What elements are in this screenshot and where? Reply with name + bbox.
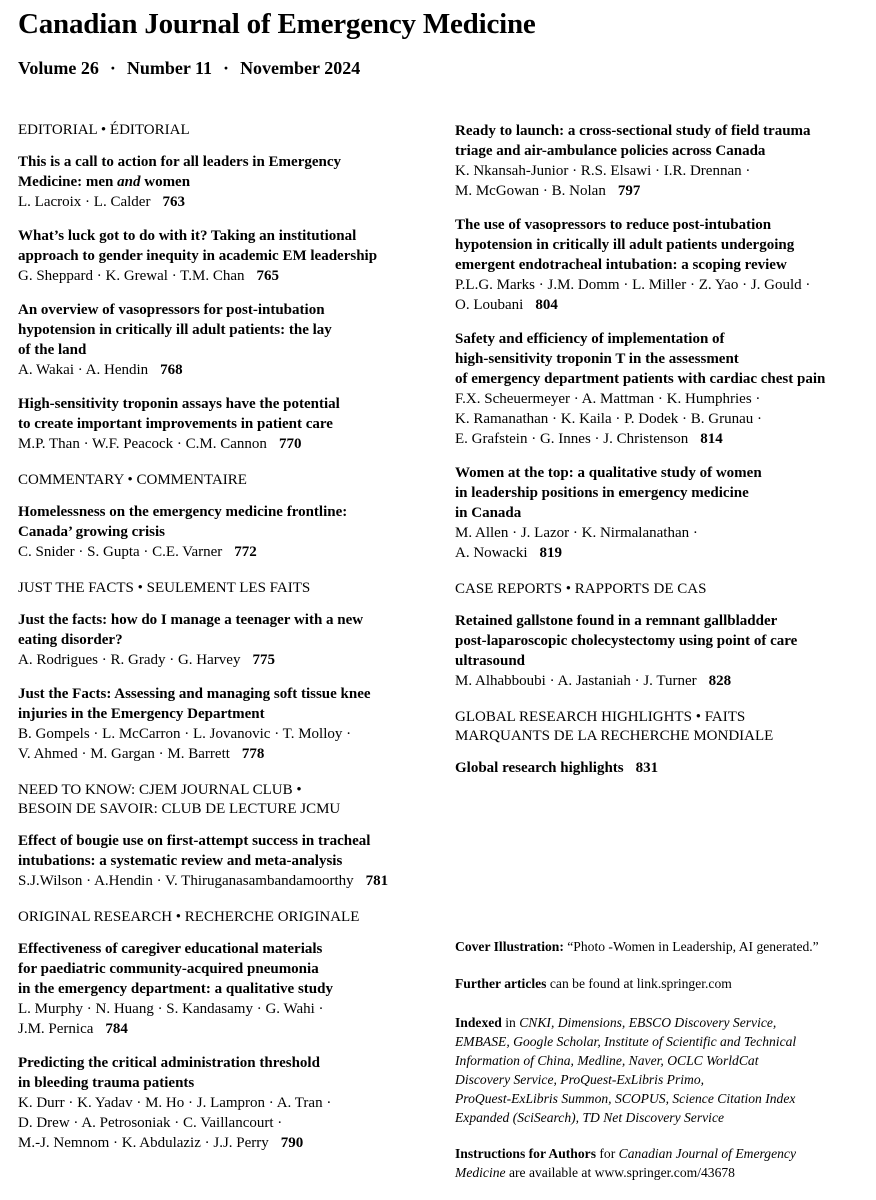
section-heading-line: BESOIN DE SAVOIR: CLUB DE LECTURE JCMU	[18, 801, 341, 817]
article-entry[interactable]	[18, 1053, 438, 1153]
section-heading-line: MARQUANTS DE LA RECHERCHE MONDIALE	[455, 728, 774, 744]
article-title-line: in Canada	[455, 505, 522, 521]
article-title[interactable]	[18, 502, 438, 542]
author-line: A. Rodrigues · R. Grady · G. Harvey	[18, 652, 241, 668]
article-title-line: Retained gallstone found in a remnant gallbladder	[455, 613, 778, 629]
page-number: 770	[278, 436, 302, 452]
author-line: M. Alhabboubi · A. Jastaniah · J. Turner	[455, 673, 697, 689]
indexed-service-line: CNKI, Dimensions, EBSCO Discovery Service,	[519, 1015, 777, 1030]
article-title-line: of the land	[18, 342, 87, 358]
article-title-line: Effect of bougie use on first-attempt success in tracheal	[18, 833, 371, 849]
page-number: 797	[617, 183, 641, 199]
article-title-line: Canada’ growing crisis	[18, 524, 165, 540]
article-title-line: Safety and efficiency of implementation of	[455, 331, 725, 347]
article-title-line: Just the Facts: Assessing and managing soft tissue knee	[18, 686, 371, 702]
author-line: P.L.G. Marks · J.M. Domm · L. Miller · Z. Yao · J. Gould ·	[455, 277, 811, 293]
article-title-line: Predicting the critical administration threshold	[18, 1055, 320, 1071]
author-line: K. Nkansah-Junior · R.S. Elsawi · I.R. Drennan ·	[455, 163, 751, 179]
continued-articles	[455, 121, 870, 563]
article-title-line: emergent endotracheal intubation: a scoping review	[455, 257, 787, 273]
article-title-line: Homelessness on the emergency medicine frontline:	[18, 504, 348, 520]
article-title-line: ultrasound	[455, 653, 526, 669]
article-title-line: Effectiveness of caregiver educational materials	[18, 941, 323, 957]
author-line: C. Snider · S. Gupta · C.E. Varner	[18, 544, 223, 560]
article-title[interactable]	[455, 758, 870, 778]
article-title[interactable]	[455, 329, 870, 389]
indexed-label: Indexed	[455, 1015, 502, 1030]
page-number: 781	[365, 873, 389, 889]
left-column	[18, 121, 438, 1170]
issue-date: November 2024	[240, 58, 361, 78]
article-title-line: in bleeding trauma patients	[18, 1075, 195, 1091]
article-title-line: eating disorder?	[18, 632, 123, 648]
article-title[interactable]	[455, 121, 870, 161]
article-authors	[18, 360, 438, 380]
section-heading-line: GLOBAL RESEARCH HIGHLIGHTS • FAITS	[455, 709, 746, 725]
page-number: 790	[280, 1135, 304, 1151]
journal-title: Canadian Journal of Emergency Medicine	[18, 8, 536, 40]
article-title-line: Ready to launch: a cross-sectional study of field trauma	[455, 123, 811, 139]
article-title-line: hypotension in critically ill adult patients undergoing	[455, 237, 795, 253]
section-heading: JUST THE FACTS • SEULEMENT LES FAITS	[18, 580, 311, 596]
article-authors	[455, 523, 870, 563]
instructions-note	[455, 1144, 870, 1182]
author-line: L. Murphy · N. Huang · S. Kandasamy · G. Wahi ·	[18, 1001, 324, 1017]
further-articles-note	[455, 974, 870, 993]
article-title-line: Just the facts: how do I manage a teenager with a new	[18, 612, 364, 628]
right-column	[455, 121, 870, 795]
article-title-line: injuries in the Emergency Department	[18, 706, 265, 722]
article-title-line: intubations: a systematic review and meta-analysis	[18, 853, 343, 869]
volume: Volume 26	[18, 58, 99, 78]
toc-section	[455, 580, 870, 691]
article-authors	[18, 1093, 438, 1153]
author-line: M.P. Than · W.F. Peacock · C.M. Cannon	[18, 436, 267, 452]
article-authors	[455, 161, 870, 201]
article-entry[interactable]	[18, 152, 438, 212]
author-line: S.J.Wilson · A.Hendin · V. Thiruganasambandamoorthy	[18, 873, 354, 889]
article-title-line: This is a call to action for all leaders in Emergency	[18, 154, 342, 170]
issue-number: Number 11	[126, 58, 213, 78]
article-title-line: What’s luck got to do with it? Taking an institutional	[18, 228, 357, 244]
article-entry[interactable]	[18, 831, 438, 891]
article-authors	[18, 434, 438, 454]
article-authors	[455, 671, 870, 691]
indexed-in: in	[501, 1015, 520, 1030]
article-title-line: The use of vasopressors to reduce post-intubation	[455, 217, 772, 233]
article-title[interactable]	[18, 610, 438, 650]
article-entry[interactable]	[18, 610, 438, 670]
article-title-line: post-laparoscopic cholecystectomy using point of care	[455, 633, 798, 649]
indexed-service-line: Expanded (SciSearch), TD Net Discovery Service	[455, 1110, 725, 1125]
indexed-list	[455, 1015, 796, 1125]
article-title-line: high-sensitivity troponin T in the assessment	[455, 351, 739, 367]
article-entry[interactable]	[455, 121, 870, 201]
article-title-italic: and	[117, 174, 141, 190]
instructions-journal: Canadian Journal of Emergency	[618, 1146, 796, 1161]
section-heading: COMMENTARY • COMMENTAIRE	[18, 472, 247, 488]
article-authors	[18, 650, 438, 670]
toc-section	[18, 781, 438, 891]
article-authors	[18, 192, 438, 212]
article-entry[interactable]	[455, 329, 870, 449]
section-heading-line: NEED TO KNOW: CJEM JOURNAL CLUB •	[18, 782, 302, 798]
article-title[interactable]	[455, 463, 870, 523]
article-entry[interactable]	[455, 215, 870, 315]
cover-illustration-note	[455, 937, 870, 956]
article-title[interactable]	[455, 215, 870, 275]
article-title-line: Medicine: men	[18, 174, 118, 190]
further-text: can be found at link.springer.com	[546, 976, 732, 991]
article-title[interactable]	[18, 300, 438, 360]
toc-section	[18, 471, 438, 562]
article-entry[interactable]	[18, 684, 438, 764]
instructions-for: for	[596, 1146, 619, 1161]
author-line: M. Allen · J. Lazor · K. Nirmalanathan ·	[455, 525, 698, 541]
page-number: 828	[708, 673, 732, 689]
article-authors	[18, 999, 438, 1039]
article-title-line: for paediatric community-acquired pneumonia	[18, 961, 319, 977]
author-line: F.X. Scheuermeyer · A. Mattman · K. Humphries ·	[455, 391, 761, 407]
section-heading	[455, 708, 870, 746]
page-number: 784	[105, 1021, 128, 1037]
page-number: 804	[535, 297, 558, 313]
section-heading	[18, 781, 438, 819]
instructions-tail: are available at www.springer.com/43678	[505, 1165, 735, 1180]
article-title[interactable]	[18, 831, 438, 871]
indexed-service-line: Discovery Service, ProQuest-ExLibris Primo,	[455, 1072, 705, 1087]
author-line: M.-J. Nemnom · K. Abdulaziz · J.J. Perry	[18, 1135, 269, 1151]
page-number: 775	[252, 652, 275, 668]
page-number: 819	[539, 545, 562, 561]
article-entry[interactable]	[455, 611, 870, 691]
article-authors	[18, 724, 438, 764]
indexed-note	[455, 1013, 870, 1127]
article-title[interactable]	[455, 611, 870, 671]
issue-line	[18, 58, 360, 79]
article-title[interactable]	[18, 684, 438, 724]
author-line: A. Wakai · A. Hendin	[18, 362, 149, 378]
page-number: 814	[700, 431, 723, 447]
toc-section	[18, 579, 438, 764]
author-line: A. Nowacki	[455, 545, 528, 561]
author-line: K. Durr · K. Yadav · M. Ho · J. Lampron · A. Tran ·	[18, 1095, 332, 1111]
author-line: D. Drew · A. Petrosoniak · C. Vaillancourt ·	[18, 1115, 283, 1131]
article-entry[interactable]	[455, 758, 870, 778]
article-title-line: Women at the top: a qualitative study of women	[455, 465, 762, 481]
toc-section	[455, 708, 870, 778]
article-entry[interactable]	[18, 502, 438, 562]
instructions-label: Instructions for Authors	[455, 1146, 596, 1161]
section-heading: ORIGINAL RESEARCH • RECHERCHE ORIGINALE	[18, 909, 360, 925]
article-entry[interactable]	[18, 939, 438, 1039]
author-line: M. McGowan · B. Nolan	[455, 183, 606, 199]
further-label: Further articles	[455, 976, 547, 991]
article-entry[interactable]	[18, 226, 438, 286]
article-title-line: approach to gender inequity in academic EM leadership	[18, 248, 378, 264]
article-authors	[18, 266, 438, 286]
article-authors	[455, 275, 870, 315]
indexed-service-line: EMBASE, Google Scholar, Institute of Scientific and Technical	[455, 1034, 797, 1049]
article-title-line: to create important improvements in patient care	[18, 416, 333, 432]
section-heading: CASE REPORTS • RAPPORTS DE CAS	[455, 581, 707, 597]
page-number: 768	[160, 362, 183, 378]
author-line: B. Gompels · L. McCarron · L. Jovanovic · T. Molloy ·	[18, 726, 352, 742]
author-line: E. Grafstein · G. Innes · J. Christenson	[455, 431, 689, 447]
article-title-line: of emergency department patients with cardiac chest pain	[455, 371, 826, 387]
author-line: V. Ahmed · M. Gargan · M. Barrett	[18, 746, 230, 762]
article-title-line: An overview of vasopressors for post-intubation	[18, 302, 325, 318]
article-title[interactable]	[18, 1053, 438, 1093]
article-entry[interactable]	[18, 394, 438, 454]
indexed-service-line: ProQuest-ExLibris Summon, SCOPUS, Science Citation Index	[455, 1091, 796, 1106]
article-title[interactable]	[18, 394, 438, 434]
article-entry[interactable]	[18, 300, 438, 380]
toc-section	[18, 908, 438, 1153]
cover-label: Cover Illustration:	[455, 939, 564, 954]
author-line: L. Lacroix · L. Calder	[18, 194, 151, 210]
author-line: G. Sheppard · K. Grewal · T.M. Chan	[18, 268, 245, 284]
page-number: 831	[635, 760, 659, 776]
author-line: J.M. Pernica	[18, 1021, 94, 1037]
article-title-line: hypotension in critically ill adult patients: the lay	[18, 322, 332, 338]
article-title-line: High-sensitivity troponin assays have the potential	[18, 396, 340, 412]
author-line: O. Loubani	[455, 297, 524, 313]
cover-text: “Photo -Women in Leadership, AI generated.”	[563, 939, 819, 954]
author-line: K. Ramanathan · K. Kaila · P. Dodek · B. Grunau ·	[455, 411, 763, 427]
article-entry[interactable]	[455, 463, 870, 563]
article-title[interactable]	[18, 939, 438, 999]
page-number: 772	[234, 544, 257, 560]
article-title-line: in leadership positions in emergency medicine	[455, 485, 749, 501]
indexed-service-line: Information of China, Medline, Naver, OCLC WorldCat	[455, 1053, 759, 1068]
page-number: 778	[241, 746, 265, 762]
page-number: 763	[162, 194, 185, 210]
article-title-line: Global research highlights	[455, 760, 624, 776]
article-authors	[18, 542, 438, 562]
article-title[interactable]	[18, 152, 438, 192]
article-title-line: in the emergency department: a qualitative study	[18, 981, 333, 997]
separator: ·	[223, 58, 230, 78]
article-authors	[455, 389, 870, 449]
toc-section	[18, 121, 438, 454]
article-authors	[18, 871, 438, 891]
instructions-journal-2: Medicine	[455, 1165, 506, 1180]
article-title-tail: women	[140, 174, 191, 190]
page-number: 765	[256, 268, 279, 284]
section-heading: EDITORIAL • ÉDITORIAL	[18, 122, 190, 138]
article-title-line: triage and air-ambulance policies across Canada	[455, 143, 766, 159]
separator: ·	[109, 58, 116, 78]
article-title[interactable]	[18, 226, 438, 266]
